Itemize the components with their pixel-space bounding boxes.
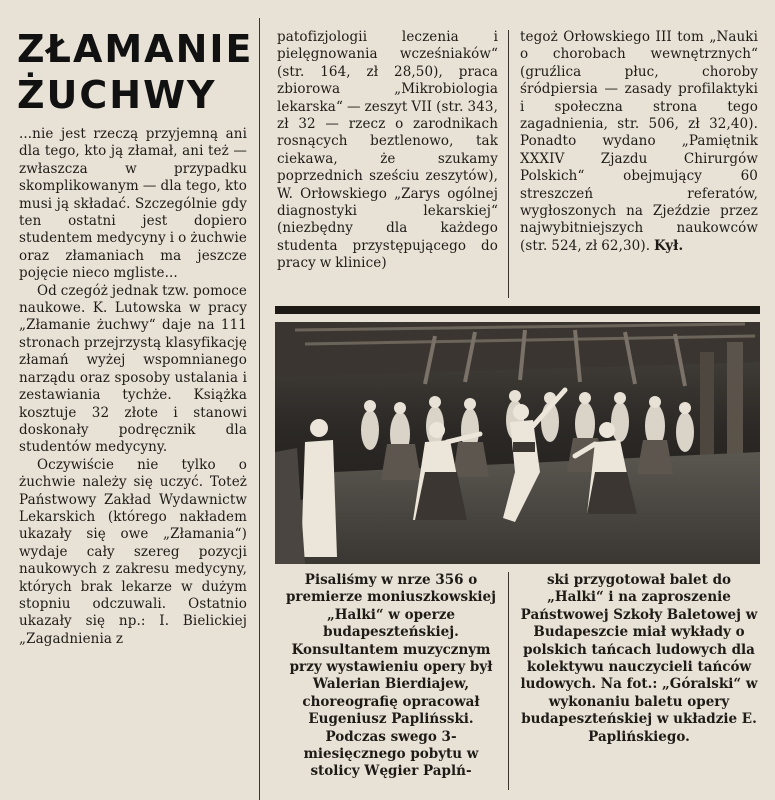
article-paragraph: ...nie jest rzeczą przyjemną ani dla tego, kto ją złamał, ani też — zwłaszcza w przypadku skomplikowanym — dla tego, kto musi ją składać. Szczególnie gdy ten ostatni jest dopiero studentem medycyny i o żuchwie oraz złamaniach ma jeszcze pojęcie nieco mgliste... — [19, 126, 247, 282]
article-column-3 — [520, 29, 758, 255]
article-paragraph: Oczywiście nie tylko o żuchwie należy się uczyć. Toteż Państwowy Zakład Wydawnictw Lekarskich (którego nakładem ukazały się owe „Złamania“) wydaje cały szereg pozycji naukowych z zakresu medycyny, których brak lekarze w dużym stopniu odczuwali. Ostatnio ukazały się np.: I. Bielickiej „Zagadnienia z — [19, 456, 247, 647]
headline-line-1: ZŁAMANIE — [17, 27, 254, 71]
photo-caption-right — [520, 572, 758, 746]
section-divider — [275, 306, 760, 314]
headline-line-2: ŻUCHWY — [17, 73, 217, 117]
headline — [17, 26, 254, 118]
article-column-2 — [277, 29, 498, 273]
column-rule — [508, 30, 509, 298]
article-paragraph: tegoż Orłowskiego III tom „Nauki o chorobach wewnętrznych“ (gruźlica płuc, choroby śródpiersia — zasady profilaktyki i społeczna strona tego zagadnienia, str. 506, zł 32,40). Ponadto wydano „Pamiętnik XXXIV Zjazdu Chirurgów Polskich“ obejmujący 60 streszczeń referatów, wygłoszonych na Zjeździe przez najwybitniejszych naukowców (str. 524, zł 62,30). — [520, 29, 758, 254]
caption-text: ski przygotował balet do „Halki“ i na zaproszenie Państwowej Szkoły Baletowej w Budapeszcie miał wykłady o polskich tańcach ludowych dla kolektywu nauczycieli tańców ludowych. Na fot.: „Góralski“ w wykonaniu baletu opery budapeszteńskiej w układzie E. Paplińskiego. — [520, 572, 758, 745]
folk-dance-photo — [275, 322, 760, 564]
article-paragraph: patofizjologii leczenia i pielęgnowania wcześniaków“ (str. 164, zł 28,50), praca zbiorowa „Mikrobiologia lekarska“ — zeszyt VII (str. 343, zł 32 — rzecz o zarodnikach rosnących beztlenowo, tak ciekawa, że szukamy poprzednich sześciu zeszytów), W. Orłowskiego „Zarys ogólnej diagnostyki lekarskiej“ (niezbędny dla każdego studenta przystępującego do pracy w klinice) — [277, 29, 498, 272]
caption-text: Pisaliśmy w nrze 356 o premierze moniuszkowskiej „Halki“ w operze budapeszteńskiej. Konsultantem muzycznym przy wystawieniu opery był Walerian Bierdiajew, choreografię opracował Eugeniusz Paplińsski. Podczas swego 3-miesięcznego pobytu w stolicy Węgier Paplń- — [285, 572, 497, 780]
article-paragraph: Od czegóż jednak tzw. pomoce naukowe. K. Lutowska w pracy „Złamanie żuchwy“ daje na 111 stronach przejrzystą klasyfikację złamań wyżej wspomnianego narządu oraz sposoby ustalania i zestawiania tychże. Książka kosztuje 32 złote i stanowi doskonały podręcznik dla studentów medycyny. — [19, 282, 247, 456]
column-rule — [508, 572, 509, 790]
author-signature: Kył. — [654, 237, 684, 254]
photo-caption-left — [285, 572, 497, 781]
column-rule — [259, 18, 260, 800]
article-column-1 — [19, 126, 247, 648]
photo-illustration-icon — [275, 322, 760, 564]
